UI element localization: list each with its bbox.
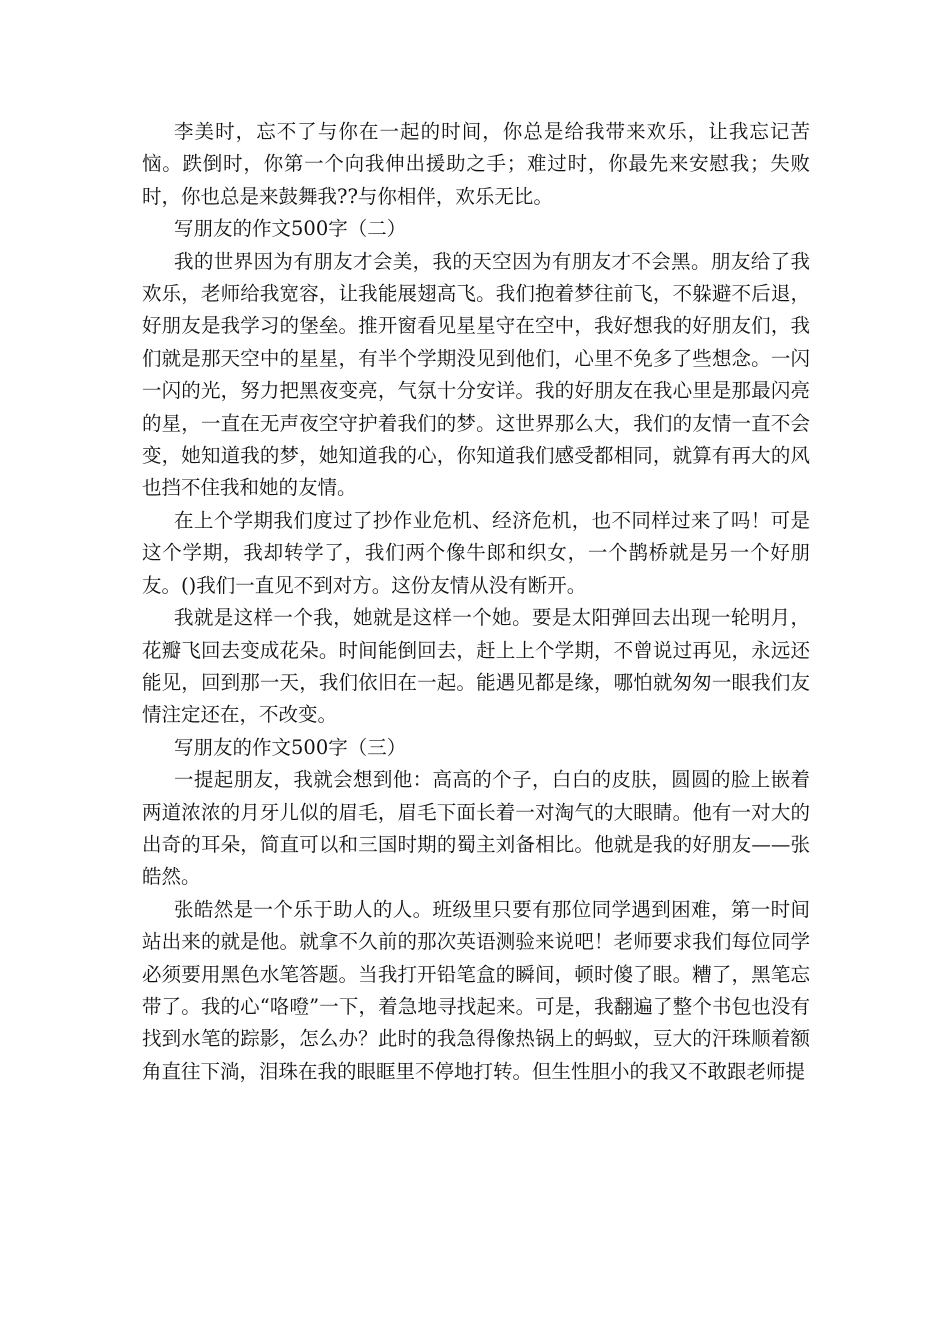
paragraph-helpful-friend: 张皓然是一个乐于助人的人。班级里只要有那位同学遇到困难，第一时间站出来的就是他。就拿不久前的那次英语测验来说吧！老师要求我们每位同学必须要用黑色水笔答题。当我打开铅笔盒的瞬间，顿时傻了眼。糟了，黑笔忘带了。我的心“咯噔”一下，着急地寻找起来。可是，我翻遍了整个书包也没有找到水笔的踪影，怎么办？此时的我急得像热锅上的蚂蚁，豆大的汗珠顺着额角直往下淌，泪珠在我的眼眶里不停地打转。但生性胆小的我又不敢跟老师提 [142, 897, 810, 1083]
paragraph-intro: 李美时，忘不了与你在一起的时间，你总是给我带来欢乐，让我忘记苦恼。跌倒时，你第一个向我伸出援助之手；难过时，你最先来安慰我；失败时，你也总是来鼓舞我??与你相伴，欢乐无比。 [142, 120, 810, 208]
article-body [142, 116, 810, 1088]
paragraph-friend-description: 一提起朋友，我就会想到他：高高的个子，白白的皮肤，圆圆的脸上嵌着两道浓浓的月牙儿似的眉毛，眉毛下面长着一对淘气的大眼睛。他有一对大的出奇的耳朵，简直可以和三国时期的蜀主刘备相比。他就是我的好朋友——张皓然。 [142, 768, 810, 889]
section-heading-three: 写朋友的作文500字（三） [174, 735, 407, 759]
paragraph-last-term: 在上个学期我们度过了抄作业危机、经济危机，也不同样过来了吗！可是这个学期，我却转学了，我们两个像牛郎和织女，一个鹊桥就是另一个好朋友。()我们一直见不到对方。这份友情从没有断开。 [142, 508, 810, 597]
paragraph-world: 我的世界因为有朋友才会美，我的天空因为有朋友才不会黑。朋友给了我欢乐，老师给我宽容，让我能展翅高飞。我们抱着梦往前飞，不躲避不后退，好朋友是我学习的堡垒。推开窗看见星星守在空中，我好想我的好朋友们，我们就是那天空中的星星，有半个学期没见到他们，心里不免多了些想念。一闪一闪的光，努力把黑夜变亮，气氛十分安详。我的好朋友在我心里是那最闪亮的星，一直在无声夜空守护着我们的梦。这世界那么大，我们的友情一直不会变，她知道我的梦，她知道我的心，你知道我们感受都相同，就算有再大的风也挡不住我和她的友情。 [142, 249, 810, 500]
section-heading-two: 写朋友的作文500字（二） [174, 217, 407, 241]
paragraph-such-a-me: 我就是这样一个我，她就是这样一个她。要是太阳弹回去出现一轮明月，花瓣飞回去变成花朵。时间能倒回去，赶上上个学期，不曾说过再见，永远还能见，回到那一天，我们依旧在一起。能遇见都是缘，哪怕就匆匆一眼我们友情注定还在，不改变。 [142, 606, 810, 727]
